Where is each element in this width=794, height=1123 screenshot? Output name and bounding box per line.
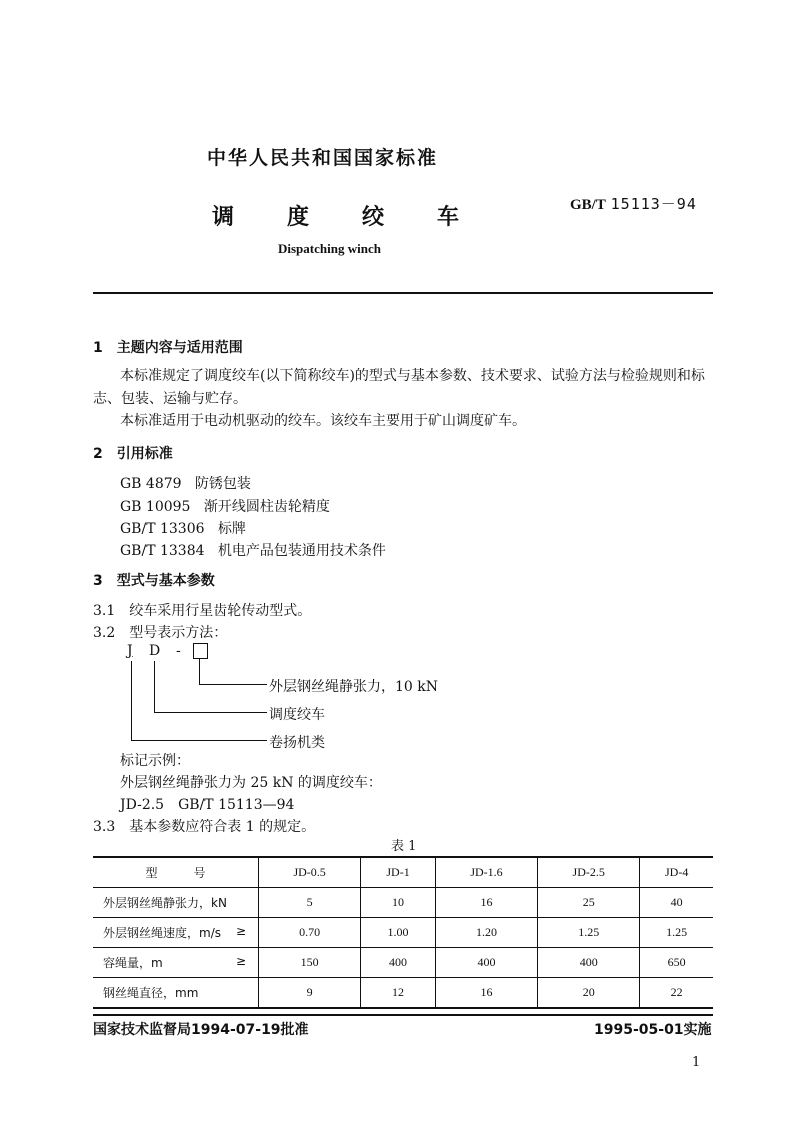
page-number: 1 [692, 1055, 701, 1070]
header-model: JD-1 [361, 857, 436, 888]
standard-prefix: GB/T [570, 197, 606, 213]
diagram-line [154, 712, 267, 713]
reference-code: GB/T 13306 [120, 521, 205, 537]
reference-item [120, 496, 330, 516]
header-divider [93, 292, 713, 294]
reference-item [120, 540, 386, 560]
diagram-label-class: 卷扬机类 [269, 735, 325, 751]
header-model: JD-2.5 [538, 857, 640, 888]
table-row [93, 948, 713, 978]
header-model: JD-0.5 [259, 857, 361, 888]
header-model: JD-1.6 [435, 857, 537, 888]
table-cell: 1.25 [538, 918, 640, 948]
example-description: 外层钢丝绳静张力为 25 kN 的调度绞车： [120, 775, 382, 791]
table-cell: 10 [361, 888, 436, 918]
row-label: 外层钢丝绳速度，m/s ≥ [93, 918, 259, 948]
diagram-line [131, 740, 267, 741]
table-cell: 9 [259, 978, 361, 1009]
header-model: JD-4 [640, 857, 713, 888]
example-code: JD-2.5 GB/T 15113—94 [120, 797, 295, 813]
section-1-para1-line1: 本标准规定了调度绞车(以下简称绞车)的型式与基本参数、技术要求、试验方法与检验规则和标 [120, 368, 705, 384]
reference-name: 标牌 [217, 521, 246, 537]
table-cell: 20 [538, 978, 640, 1009]
code-letter-j: J [127, 643, 133, 659]
english-title: Dispatching winch [278, 241, 381, 256]
table-cell: 22 [640, 978, 713, 1009]
national-standard-title: 中华人民共和国国家标准 [207, 147, 439, 169]
table-cell: 1.20 [435, 918, 537, 948]
table-cell: 650 [640, 948, 713, 978]
clause-3-3: 3.3 基本参数应符合表 1 的规定。 [93, 819, 316, 835]
code-parameter-box [193, 643, 208, 659]
implementation-note: 1995-05-01实施 [594, 1022, 712, 1038]
table-cell: 16 [435, 978, 537, 1009]
standard-code: 15113－94 [610, 195, 697, 213]
reference-name: 机电产品包装通用技术条件 [217, 543, 386, 559]
table-cell: 25 [538, 888, 640, 918]
table-caption: 表 1 [391, 839, 417, 854]
diagram-line [199, 684, 267, 685]
diagram-line [154, 661, 155, 712]
reference-item [120, 518, 246, 538]
row-label: 钢丝绳直径，mm [93, 978, 259, 1009]
reference-code: GB 4879 [120, 476, 182, 492]
code-dash: - [176, 643, 181, 659]
clause-3-1: 3.1 绞车采用行星齿轮传动型式。 [93, 603, 312, 619]
table-cell: 12 [361, 978, 436, 1009]
table-row [93, 918, 713, 948]
example-heading: 标记示例： [120, 753, 190, 769]
diagram-line [131, 661, 132, 740]
table-cell: 400 [538, 948, 640, 978]
table-cell: 1.25 [640, 918, 713, 948]
table-header-row [93, 857, 713, 888]
section-2-heading: 2 引用标准 [93, 446, 173, 462]
table-cell: 5 [259, 888, 361, 918]
section-3-heading: 3 型式与基本参数 [93, 573, 215, 589]
table-cell: 150 [259, 948, 361, 978]
table-cell: 16 [435, 888, 537, 918]
section-1-para1-line2: 志、包装、运输与贮存。 [93, 391, 247, 407]
clause-3-2: 3.2 型号表示方法： [93, 625, 228, 641]
reference-code: GB 10095 [120, 499, 191, 515]
reference-name: 防锈包装 [194, 476, 251, 492]
reference-name: 渐开线圆柱齿轮精度 [203, 499, 330, 515]
table-cell: 40 [640, 888, 713, 918]
document-title: 调度绞车 [212, 205, 513, 230]
reference-item [120, 473, 251, 493]
table-row [93, 978, 713, 1009]
approval-note: 国家技术监督局1994-07-19批准 [93, 1022, 309, 1038]
reference-code: GB/T 13384 [120, 543, 205, 559]
footer-divider [93, 1014, 713, 1016]
table-cell: 0.70 [259, 918, 361, 948]
section-1-heading: 1 主题内容与适用范围 [93, 340, 243, 356]
header-model-label: 型 号 [93, 857, 259, 888]
row-label: 外层钢丝绳静张力，kN [93, 888, 259, 918]
diagram-line [199, 658, 200, 684]
table-cell: 1.00 [361, 918, 436, 948]
diagram-label-tension: 外层钢丝绳静张力，10 kN [269, 679, 438, 695]
section-1-para2: 本标准适用于电动机驱动的绞车。该绞车主要用于矿山调度矿车。 [120, 413, 526, 429]
standard-number [570, 193, 697, 214]
table-row [93, 888, 713, 918]
row-label: 容绳量，m ≥ [93, 948, 259, 978]
diagram-label-winch: 调度绞车 [269, 707, 325, 723]
parameters-table [93, 856, 713, 1009]
code-letter-d: D [149, 643, 161, 659]
table-cell: 400 [435, 948, 537, 978]
table-cell: 400 [361, 948, 436, 978]
